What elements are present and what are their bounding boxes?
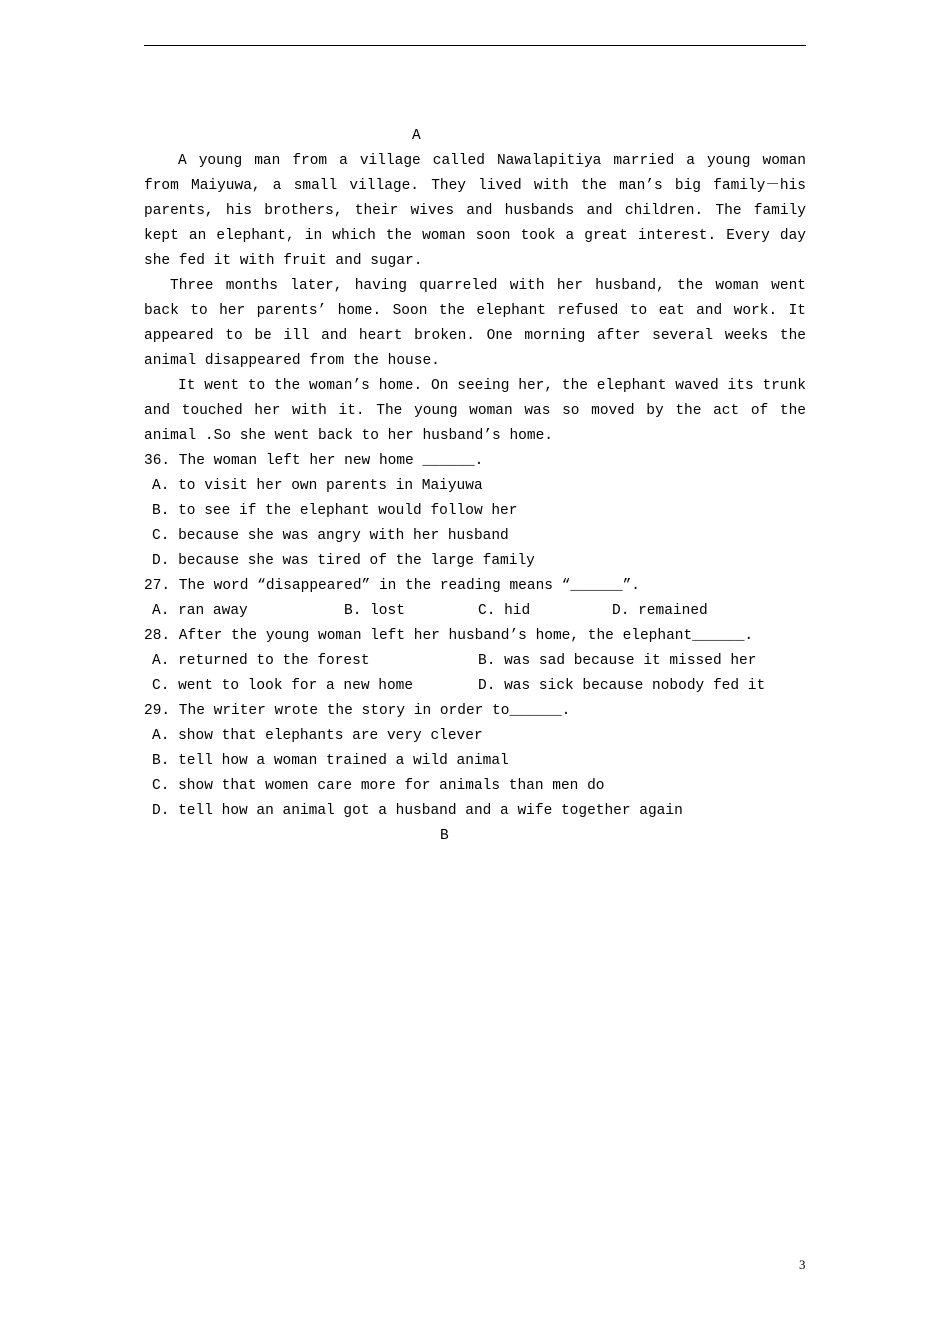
passage-paragraph-2: Three months later, having quarreled with her husband, the woman went back to her parents’ home. Soon the elephant refused to eat and work. It appeared to be ill and heart broken. One morning after several weeks the animal disappeared from the house. bbox=[144, 278, 806, 369]
section-b-heading: B bbox=[440, 828, 449, 844]
option-a: A. show that elephants are very clever bbox=[152, 728, 483, 744]
page-number: 3 bbox=[799, 1257, 806, 1272]
option-d: D. because she was tired of the large family bbox=[152, 553, 535, 569]
option-c: C. show that women care more for animals than men do bbox=[152, 778, 605, 794]
question-28 bbox=[144, 624, 806, 699]
option-c: C. because she was angry with her husband bbox=[152, 528, 509, 544]
passage-paragraph-3: It went to the woman’s home. On seeing her, the elephant waved its trunk and touched her with it. The young woman was so moved by the act of the animal .So she went back to her husband’s home. bbox=[144, 378, 806, 444]
option-d: D. remained bbox=[612, 603, 708, 619]
option-a: A. returned to the forest bbox=[152, 653, 370, 669]
option-d: D. tell how an animal got a husband and a wife together again bbox=[152, 803, 683, 819]
option-b: B. tell how a woman trained a wild animal bbox=[152, 753, 509, 769]
option-a: A. to visit her own parents in Maiyuwa bbox=[152, 478, 483, 494]
options-row-2 bbox=[144, 674, 806, 699]
option-b: B. lost bbox=[344, 603, 405, 619]
document-body bbox=[144, 124, 806, 849]
section-a-heading: A bbox=[412, 128, 421, 144]
option-a: A. ran away bbox=[152, 603, 248, 619]
question-36 bbox=[144, 449, 806, 574]
question-29 bbox=[144, 699, 806, 824]
option-b: B. was sad because it missed her bbox=[478, 653, 757, 669]
header-rule bbox=[144, 45, 806, 46]
option-c: C. went to look for a new home bbox=[152, 678, 414, 694]
options-row-1 bbox=[144, 649, 806, 674]
question-stem: 28. After the young woman left her husband’s home, the elephant______. bbox=[144, 628, 754, 644]
question-stem: 29. The writer wrote the story in order to______. bbox=[144, 703, 571, 719]
option-b: B. to see if the elephant would follow her bbox=[152, 503, 518, 519]
options-row bbox=[144, 599, 806, 624]
question-27 bbox=[144, 574, 806, 624]
option-d: D. was sick because nobody fed it bbox=[478, 678, 766, 694]
option-c: C. hid bbox=[478, 603, 531, 619]
question-stem: 36. The woman left her new home ______. bbox=[144, 453, 484, 469]
question-stem: 27. The word “disappeared” in the reading means “______”. bbox=[144, 578, 640, 594]
passage-paragraph-1: A young man from a village called Nawalapitiya married a young woman from Maiyuwa, a small village. They lived with the man’s big family－his parents, his brothers, their wives and husbands and children. The family kept an elephant, in which the woman soon took a great interest. Every day she fed it with fruit and sugar. bbox=[144, 153, 806, 269]
